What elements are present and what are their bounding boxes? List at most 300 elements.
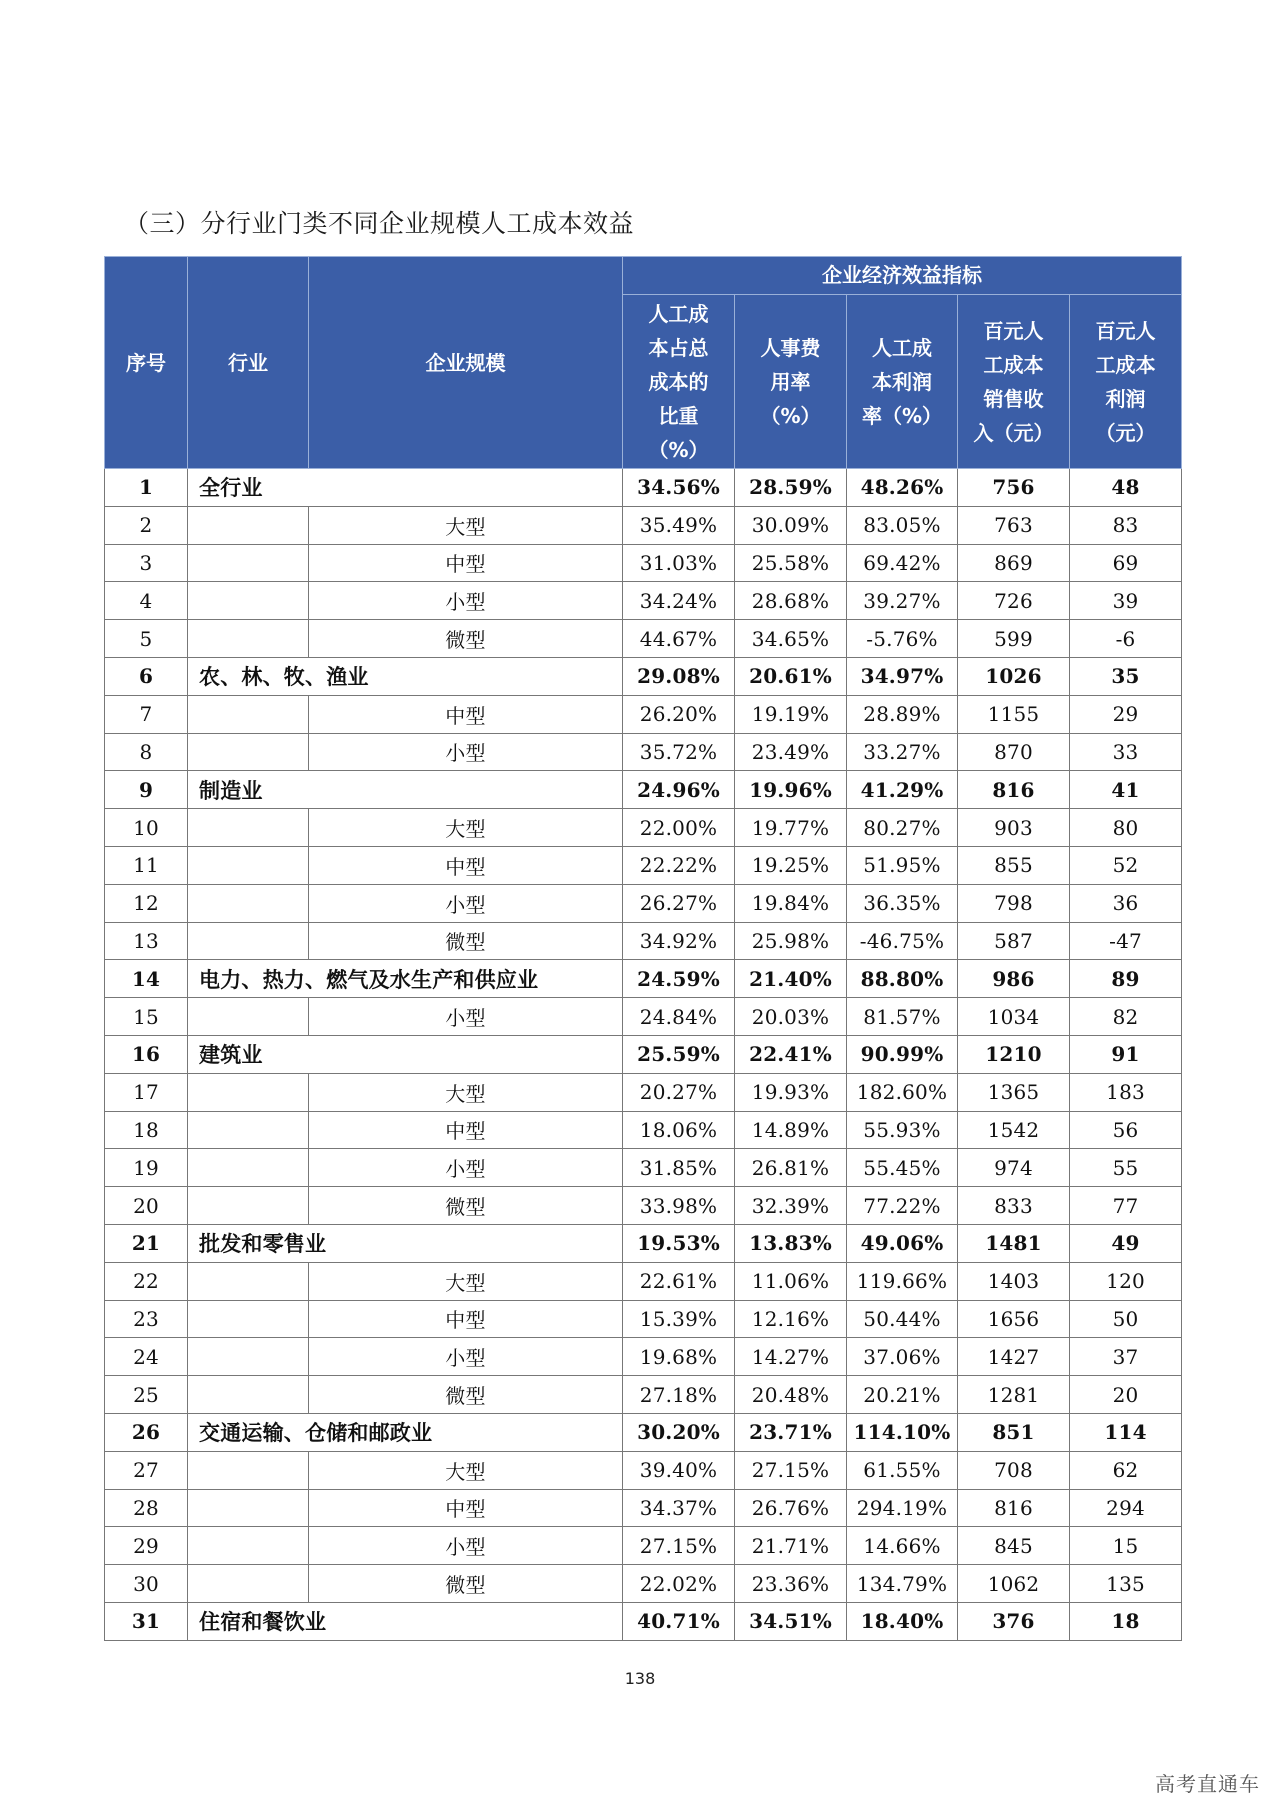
cell-seq: 25 xyxy=(105,1376,188,1414)
cell-seq: 27 xyxy=(105,1451,188,1489)
size-row xyxy=(105,998,1182,1036)
cell-industry xyxy=(188,1489,309,1527)
cell-cost-share: 30.20% xyxy=(623,1413,735,1451)
cell-profit-rate: 134.79% xyxy=(847,1565,958,1603)
cell-cost-share: 40.71% xyxy=(623,1602,735,1640)
cell-size: 中型 xyxy=(309,846,623,884)
cell-sales-per-100: 1026 xyxy=(958,657,1070,695)
cell-industry xyxy=(188,1111,309,1149)
cell-seq: 29 xyxy=(105,1527,188,1565)
header-metric-line: 人工成 xyxy=(872,335,932,360)
size-row xyxy=(105,1527,1182,1565)
header-metric-1 xyxy=(623,295,735,469)
cell-sales-per-100: 708 xyxy=(958,1451,1070,1489)
cell-profit-rate: 80.27% xyxy=(847,809,958,847)
cell-cost-share: 18.06% xyxy=(623,1111,735,1149)
cell-size: 大型 xyxy=(309,1262,623,1300)
cell-profit-per-100: 18 xyxy=(1070,1602,1182,1640)
cell-personnel-rate: 20.61% xyxy=(735,657,847,695)
cell-seq: 24 xyxy=(105,1338,188,1376)
cell-profit-per-100: 62 xyxy=(1070,1451,1182,1489)
watermark-text: 高考直通车 xyxy=(1155,1772,1260,1796)
size-row xyxy=(105,1376,1182,1414)
size-row xyxy=(105,1073,1182,1111)
cell-personnel-rate: 30.09% xyxy=(735,506,847,544)
header-metric-line: 工成本 xyxy=(1095,352,1156,377)
cell-profit-rate: 90.99% xyxy=(847,1035,958,1073)
cell-profit-rate: 69.42% xyxy=(847,544,958,582)
cell-size: 中型 xyxy=(309,544,623,582)
cell-sales-per-100: 1210 xyxy=(958,1035,1070,1073)
cell-industry xyxy=(188,1451,309,1489)
cell-industry xyxy=(188,884,309,922)
cell-industry: 电力、热力、燃气及水生产和供应业 xyxy=(188,960,623,998)
cell-personnel-rate: 23.71% xyxy=(735,1413,847,1451)
cell-profit-per-100: 33 xyxy=(1070,733,1182,771)
cell-profit-rate: 182.60% xyxy=(847,1073,958,1111)
cell-profit-per-100: 52 xyxy=(1070,846,1182,884)
cell-industry xyxy=(188,1338,309,1376)
industry-total-row xyxy=(105,771,1182,809)
cell-personnel-rate: 19.19% xyxy=(735,695,847,733)
cell-industry xyxy=(188,846,309,884)
cell-seq: 23 xyxy=(105,1300,188,1338)
cell-cost-share: 24.59% xyxy=(623,960,735,998)
cell-personnel-rate: 14.27% xyxy=(735,1338,847,1376)
size-row xyxy=(105,1262,1182,1300)
cell-size: 微型 xyxy=(309,1187,623,1225)
cell-profit-per-100: 294 xyxy=(1070,1489,1182,1527)
cell-profit-rate: 77.22% xyxy=(847,1187,958,1225)
cell-sales-per-100: 1062 xyxy=(958,1565,1070,1603)
cell-profit-rate: 114.10% xyxy=(847,1413,958,1451)
cell-personnel-rate: 34.65% xyxy=(735,620,847,658)
cell-seq: 30 xyxy=(105,1565,188,1603)
cell-sales-per-100: 855 xyxy=(958,846,1070,884)
header-metric-line: 本占总 xyxy=(648,335,709,360)
cell-profit-per-100: 37 xyxy=(1070,1338,1182,1376)
cell-profit-per-100: 29 xyxy=(1070,695,1182,733)
cell-seq: 13 xyxy=(105,922,188,960)
cell-cost-share: 39.40% xyxy=(623,1451,735,1489)
cell-profit-per-100: 80 xyxy=(1070,809,1182,847)
cell-personnel-rate: 23.49% xyxy=(735,733,847,771)
cell-sales-per-100: 587 xyxy=(958,922,1070,960)
cell-seq: 10 xyxy=(105,809,188,847)
size-row xyxy=(105,620,1182,658)
cell-industry: 制造业 xyxy=(188,771,623,809)
cell-industry: 全行业 xyxy=(188,469,623,507)
cell-sales-per-100: 756 xyxy=(958,469,1070,507)
header-metric-5 xyxy=(1070,295,1182,469)
cell-profit-per-100: 89 xyxy=(1070,960,1182,998)
cell-profit-per-100: 56 xyxy=(1070,1111,1182,1149)
cell-sales-per-100: 869 xyxy=(958,544,1070,582)
cell-size: 中型 xyxy=(309,1300,623,1338)
cell-personnel-rate: 19.93% xyxy=(735,1073,847,1111)
size-row xyxy=(105,1565,1182,1603)
cell-profit-rate: 88.80% xyxy=(847,960,958,998)
cell-profit-rate: 39.27% xyxy=(847,582,958,620)
cell-cost-share: 26.27% xyxy=(623,884,735,922)
cell-personnel-rate: 25.58% xyxy=(735,544,847,582)
cell-profit-rate: 36.35% xyxy=(847,884,958,922)
size-row xyxy=(105,809,1182,847)
cell-sales-per-100: 1481 xyxy=(958,1224,1070,1262)
header-metric-line: 成本的 xyxy=(648,369,709,394)
cell-seq: 6 xyxy=(105,657,188,695)
cell-profit-rate: 55.93% xyxy=(847,1111,958,1149)
cell-profit-per-100: 55 xyxy=(1070,1149,1182,1187)
cell-profit-per-100: 135 xyxy=(1070,1565,1182,1603)
header-metric-line: 入（元） xyxy=(973,420,1054,445)
cell-seq: 1 xyxy=(105,469,188,507)
cell-profit-rate: 51.95% xyxy=(847,846,958,884)
cell-profit-rate: 83.05% xyxy=(847,506,958,544)
header-metric-line: 比重 xyxy=(658,403,699,428)
cell-seq: 21 xyxy=(105,1224,188,1262)
cell-cost-share: 27.18% xyxy=(623,1376,735,1414)
cell-size: 小型 xyxy=(309,1338,623,1376)
cell-cost-share: 33.98% xyxy=(623,1187,735,1225)
cell-seq: 22 xyxy=(105,1262,188,1300)
cell-seq: 5 xyxy=(105,620,188,658)
cell-industry xyxy=(188,1149,309,1187)
cell-seq: 15 xyxy=(105,998,188,1036)
header-metric-line: 销售收 xyxy=(983,386,1044,411)
cell-profit-rate: 294.19% xyxy=(847,1489,958,1527)
header-metric-line: 用率 xyxy=(770,369,811,394)
cell-profit-rate: 41.29% xyxy=(847,771,958,809)
size-row xyxy=(105,1149,1182,1187)
cell-cost-share: 22.00% xyxy=(623,809,735,847)
cell-personnel-rate: 19.77% xyxy=(735,809,847,847)
cell-industry xyxy=(188,922,309,960)
cell-sales-per-100: 599 xyxy=(958,620,1070,658)
cell-industry: 交通运输、仓储和邮政业 xyxy=(188,1413,623,1451)
cell-seq: 18 xyxy=(105,1111,188,1149)
cell-industry xyxy=(188,620,309,658)
cell-profit-rate: 119.66% xyxy=(847,1262,958,1300)
industry-total-row xyxy=(105,960,1182,998)
cell-size: 微型 xyxy=(309,620,623,658)
cell-industry xyxy=(188,733,309,771)
cell-sales-per-100: 1281 xyxy=(958,1376,1070,1414)
cell-profit-per-100: 39 xyxy=(1070,582,1182,620)
cell-profit-rate: 49.06% xyxy=(847,1224,958,1262)
cell-size: 中型 xyxy=(309,1111,623,1149)
size-row xyxy=(105,1338,1182,1376)
labor-cost-table xyxy=(104,256,1182,1641)
cell-personnel-rate: 20.48% xyxy=(735,1376,847,1414)
header-metric-4 xyxy=(958,295,1070,469)
cell-industry xyxy=(188,544,309,582)
cell-size: 大型 xyxy=(309,809,623,847)
cell-profit-per-100: 91 xyxy=(1070,1035,1182,1073)
cell-cost-share: 15.39% xyxy=(623,1300,735,1338)
cell-cost-share: 34.56% xyxy=(623,469,735,507)
cell-cost-share: 20.27% xyxy=(623,1073,735,1111)
cell-profit-rate: 50.44% xyxy=(847,1300,958,1338)
cell-profit-rate: 18.40% xyxy=(847,1602,958,1640)
cell-industry xyxy=(188,1376,309,1414)
cell-industry xyxy=(188,1300,309,1338)
cell-size: 小型 xyxy=(309,733,623,771)
cell-seq: 14 xyxy=(105,960,188,998)
header-metric-3 xyxy=(847,295,958,469)
cell-profit-per-100: 49 xyxy=(1070,1224,1182,1262)
cell-personnel-rate: 13.83% xyxy=(735,1224,847,1262)
cell-personnel-rate: 22.41% xyxy=(735,1035,847,1073)
cell-sales-per-100: 1403 xyxy=(958,1262,1070,1300)
cell-personnel-rate: 12.16% xyxy=(735,1300,847,1338)
cell-sales-per-100: 986 xyxy=(958,960,1070,998)
cell-profit-per-100: 48 xyxy=(1070,469,1182,507)
cell-industry: 建筑业 xyxy=(188,1035,623,1073)
page-number: 138 xyxy=(624,1669,656,1688)
cell-cost-share: 44.67% xyxy=(623,620,735,658)
header-metric-2 xyxy=(735,295,847,469)
industry-total-row xyxy=(105,1224,1182,1262)
cell-profit-rate: 37.06% xyxy=(847,1338,958,1376)
cell-profit-per-100: 15 xyxy=(1070,1527,1182,1565)
cell-profit-rate: 55.45% xyxy=(847,1149,958,1187)
header-metric-line: 工成本 xyxy=(983,352,1044,377)
cell-industry xyxy=(188,809,309,847)
header-metric-line: 百元人 xyxy=(983,318,1044,343)
size-row xyxy=(105,846,1182,884)
cell-cost-share: 34.92% xyxy=(623,922,735,960)
size-row xyxy=(105,922,1182,960)
industry-total-row xyxy=(105,657,1182,695)
cell-cost-share: 19.53% xyxy=(623,1224,735,1262)
header-seq: 序号 xyxy=(105,257,188,469)
cell-personnel-rate: 19.25% xyxy=(735,846,847,884)
header-metric-line: 本利润 xyxy=(872,369,932,394)
cell-seq: 2 xyxy=(105,506,188,544)
cell-personnel-rate: 21.71% xyxy=(735,1527,847,1565)
cell-cost-share: 24.96% xyxy=(623,771,735,809)
cell-cost-share: 31.85% xyxy=(623,1149,735,1187)
cell-profit-per-100: 183 xyxy=(1070,1073,1182,1111)
cell-size: 大型 xyxy=(309,506,623,544)
cell-personnel-rate: 27.15% xyxy=(735,1451,847,1489)
cell-personnel-rate: 19.84% xyxy=(735,884,847,922)
cell-sales-per-100: 763 xyxy=(958,506,1070,544)
cell-size: 微型 xyxy=(309,922,623,960)
cell-seq: 17 xyxy=(105,1073,188,1111)
cell-sales-per-100: 816 xyxy=(958,1489,1070,1527)
size-row xyxy=(105,1451,1182,1489)
header-metric-line: 人事费 xyxy=(760,335,821,360)
cell-industry xyxy=(188,998,309,1036)
cell-profit-per-100: 20 xyxy=(1070,1376,1182,1414)
cell-profit-per-100: -47 xyxy=(1070,922,1182,960)
cell-cost-share: 31.03% xyxy=(623,544,735,582)
size-row xyxy=(105,1187,1182,1225)
cell-profit-per-100: -6 xyxy=(1070,620,1182,658)
cell-profit-rate: -46.75% xyxy=(847,922,958,960)
cell-seq: 3 xyxy=(105,544,188,582)
cell-seq: 9 xyxy=(105,771,188,809)
size-row xyxy=(105,884,1182,922)
cell-industry: 农、林、牧、渔业 xyxy=(188,657,623,695)
size-row xyxy=(105,1489,1182,1527)
cell-cost-share: 35.72% xyxy=(623,733,735,771)
cell-industry xyxy=(188,695,309,733)
cell-industry xyxy=(188,1073,309,1111)
industry-total-row xyxy=(105,469,1182,507)
cell-seq: 20 xyxy=(105,1187,188,1225)
cell-profit-rate: 28.89% xyxy=(847,695,958,733)
cell-sales-per-100: 833 xyxy=(958,1187,1070,1225)
cell-sales-per-100: 870 xyxy=(958,733,1070,771)
cell-profit-rate: 81.57% xyxy=(847,998,958,1036)
cell-sales-per-100: 1542 xyxy=(958,1111,1070,1149)
cell-profit-per-100: 114 xyxy=(1070,1413,1182,1451)
cell-profit-per-100: 77 xyxy=(1070,1187,1182,1225)
cell-cost-share: 22.61% xyxy=(623,1262,735,1300)
cell-personnel-rate: 23.36% xyxy=(735,1565,847,1603)
header-metric-line: 率（%） xyxy=(861,403,943,428)
cell-size: 小型 xyxy=(309,998,623,1036)
cell-size: 小型 xyxy=(309,582,623,620)
cell-profit-per-100: 50 xyxy=(1070,1300,1182,1338)
header-metric-line: 利润 xyxy=(1105,386,1146,411)
cell-cost-share: 19.68% xyxy=(623,1338,735,1376)
cell-cost-share: 29.08% xyxy=(623,657,735,695)
cell-personnel-rate: 14.89% xyxy=(735,1111,847,1149)
cell-cost-share: 27.15% xyxy=(623,1527,735,1565)
cell-cost-share: 25.59% xyxy=(623,1035,735,1073)
header-metric-line: 百元人 xyxy=(1095,318,1156,343)
cell-personnel-rate: 26.76% xyxy=(735,1489,847,1527)
cell-personnel-rate: 11.06% xyxy=(735,1262,847,1300)
cell-personnel-rate: 26.81% xyxy=(735,1149,847,1187)
cell-sales-per-100: 845 xyxy=(958,1527,1070,1565)
cell-profit-rate: 20.21% xyxy=(847,1376,958,1414)
cell-sales-per-100: 816 xyxy=(958,771,1070,809)
cell-sales-per-100: 726 xyxy=(958,582,1070,620)
cell-profit-per-100: 83 xyxy=(1070,506,1182,544)
cell-profit-rate: 61.55% xyxy=(847,1451,958,1489)
cell-cost-share: 22.02% xyxy=(623,1565,735,1603)
cell-profit-per-100: 35 xyxy=(1070,657,1182,695)
cell-cost-share: 24.84% xyxy=(623,998,735,1036)
cell-cost-share: 22.22% xyxy=(623,846,735,884)
cell-sales-per-100: 974 xyxy=(958,1149,1070,1187)
cell-profit-rate: 14.66% xyxy=(847,1527,958,1565)
cell-size: 大型 xyxy=(309,1073,623,1111)
industry-total-row xyxy=(105,1413,1182,1451)
size-row xyxy=(105,733,1182,771)
cell-seq: 19 xyxy=(105,1149,188,1187)
cell-size: 中型 xyxy=(309,1489,623,1527)
cell-cost-share: 26.20% xyxy=(623,695,735,733)
cell-size: 中型 xyxy=(309,695,623,733)
header-metric-line: （%） xyxy=(760,403,821,428)
cell-sales-per-100: 798 xyxy=(958,884,1070,922)
cell-personnel-rate: 19.96% xyxy=(735,771,847,809)
cell-profit-rate: 48.26% xyxy=(847,469,958,507)
header-group-indicators: 企业经济效益指标 xyxy=(623,257,1182,295)
size-row xyxy=(105,1111,1182,1149)
cell-size: 小型 xyxy=(309,884,623,922)
cell-industry xyxy=(188,1565,309,1603)
cell-sales-per-100: 1365 xyxy=(958,1073,1070,1111)
cell-profit-rate: -5.76% xyxy=(847,620,958,658)
industry-total-row xyxy=(105,1602,1182,1640)
cell-seq: 7 xyxy=(105,695,188,733)
cell-personnel-rate: 34.51% xyxy=(735,1602,847,1640)
cell-personnel-rate: 28.59% xyxy=(735,469,847,507)
cell-industry xyxy=(188,1527,309,1565)
cell-seq: 8 xyxy=(105,733,188,771)
cell-seq: 16 xyxy=(105,1035,188,1073)
cell-seq: 26 xyxy=(105,1413,188,1451)
cell-profit-per-100: 69 xyxy=(1070,544,1182,582)
cell-sales-per-100: 903 xyxy=(958,809,1070,847)
cell-cost-share: 35.49% xyxy=(623,506,735,544)
header-metric-line: （元） xyxy=(1095,420,1156,445)
industry-total-row xyxy=(105,1035,1182,1073)
size-row xyxy=(105,506,1182,544)
cell-industry xyxy=(188,1187,309,1225)
cell-size: 小型 xyxy=(309,1527,623,1565)
cell-seq: 28 xyxy=(105,1489,188,1527)
cell-size: 小型 xyxy=(309,1149,623,1187)
cell-personnel-rate: 21.40% xyxy=(735,960,847,998)
cell-cost-share: 34.24% xyxy=(623,582,735,620)
cell-sales-per-100: 1427 xyxy=(958,1338,1070,1376)
cell-cost-share: 34.37% xyxy=(623,1489,735,1527)
size-row xyxy=(105,695,1182,733)
cell-profit-per-100: 120 xyxy=(1070,1262,1182,1300)
cell-seq: 12 xyxy=(105,884,188,922)
cell-personnel-rate: 25.98% xyxy=(735,922,847,960)
cell-sales-per-100: 1656 xyxy=(958,1300,1070,1338)
size-row xyxy=(105,582,1182,620)
cell-personnel-rate: 32.39% xyxy=(735,1187,847,1225)
cell-industry xyxy=(188,1262,309,1300)
cell-sales-per-100: 1155 xyxy=(958,695,1070,733)
cell-profit-per-100: 41 xyxy=(1070,771,1182,809)
header-metric-line: 人工成 xyxy=(648,301,709,326)
cell-profit-per-100: 36 xyxy=(1070,884,1182,922)
size-row xyxy=(105,544,1182,582)
header-industry: 行业 xyxy=(188,257,309,469)
cell-size: 微型 xyxy=(309,1565,623,1603)
cell-sales-per-100: 376 xyxy=(958,1602,1070,1640)
cell-industry: 住宿和餐饮业 xyxy=(188,1602,623,1640)
cell-personnel-rate: 20.03% xyxy=(735,998,847,1036)
size-row xyxy=(105,1300,1182,1338)
cell-size: 大型 xyxy=(309,1451,623,1489)
cell-seq: 31 xyxy=(105,1602,188,1640)
cell-size: 微型 xyxy=(309,1376,623,1414)
section-heading: （三）分行业门类不同企业规模人工成本效益 xyxy=(124,209,635,238)
cell-personnel-rate: 28.68% xyxy=(735,582,847,620)
cell-profit-per-100: 82 xyxy=(1070,998,1182,1036)
cell-seq: 4 xyxy=(105,582,188,620)
cell-industry xyxy=(188,506,309,544)
cell-profit-rate: 34.97% xyxy=(847,657,958,695)
cell-sales-per-100: 1034 xyxy=(958,998,1070,1036)
cell-seq: 11 xyxy=(105,846,188,884)
header-metric-line: （%） xyxy=(648,437,709,462)
cell-industry: 批发和零售业 xyxy=(188,1224,623,1262)
cell-industry xyxy=(188,582,309,620)
